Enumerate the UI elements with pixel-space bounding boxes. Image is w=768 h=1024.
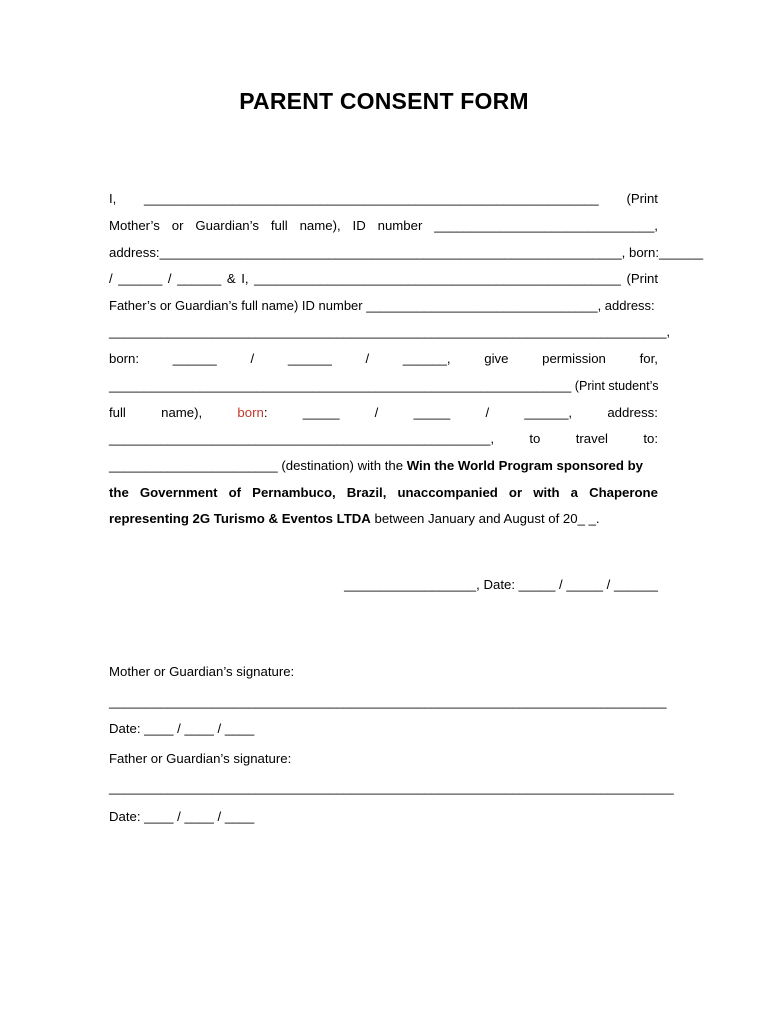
word: (Print xyxy=(626,271,658,286)
student-born-blank[interactable]: ______, xyxy=(524,405,573,420)
word: I, xyxy=(109,191,117,206)
form-line-13 xyxy=(109,510,658,528)
form-line-9 xyxy=(109,404,658,422)
mother-born-blank[interactable]: ______ xyxy=(177,271,222,286)
father-born-blank[interactable]: ______, xyxy=(402,351,451,366)
word: / xyxy=(374,405,379,420)
word: the xyxy=(109,485,129,500)
word: address: xyxy=(607,405,658,420)
word: full xyxy=(270,218,288,233)
word: born: xyxy=(109,351,140,366)
born-label xyxy=(237,404,267,422)
word: / xyxy=(250,351,255,366)
period-text: between January and August of 20_ _. xyxy=(370,511,600,526)
word: a xyxy=(570,485,578,500)
form-line-12 xyxy=(109,484,658,502)
word: / xyxy=(167,271,172,286)
form-line-10 xyxy=(109,430,658,448)
word: for, xyxy=(639,351,658,366)
form-line-3 xyxy=(109,244,704,262)
student-address-blank[interactable]: ____________________________________________________, xyxy=(109,431,495,446)
mother-date[interactable]: Date: ____ / ____ / ____ xyxy=(109,721,255,736)
father-address-blank[interactable]: ____________________________________________________________________________, xyxy=(109,324,671,339)
father-signature-label: Father or Guardian’s signature: xyxy=(109,751,292,766)
word: name), xyxy=(161,405,203,420)
form-line-2 xyxy=(109,217,658,235)
word: or xyxy=(171,218,184,233)
word: / xyxy=(109,271,113,286)
mother-id-blank[interactable]: ______________________________, xyxy=(434,218,658,233)
word: I, xyxy=(241,271,249,286)
mother-signature-label: Mother or Guardian’s signature: xyxy=(109,664,295,679)
program-name: Win the World Program sponsored by xyxy=(406,458,644,473)
father-born-blank[interactable]: ______ xyxy=(172,351,217,366)
student-name-line[interactable]: __________________________________________________________________ (Print student’s xyxy=(109,379,659,393)
word: number xyxy=(377,218,423,233)
word: travel xyxy=(575,431,608,446)
word: to: xyxy=(643,431,658,446)
mother-signature-line[interactable]: ____________________________________________________________________________ xyxy=(109,694,667,709)
born-label-red: born xyxy=(237,405,264,420)
chaperone-company: representing 2G Turismo & Eventos LTDA xyxy=(109,511,371,526)
mother-name-blank[interactable]: ______________________________________________________________ xyxy=(144,191,599,206)
word: name), xyxy=(299,218,341,233)
student-born-blank[interactable]: _____ xyxy=(413,405,451,420)
form-line-11 xyxy=(109,457,658,475)
mother-born-blank[interactable]: ______ xyxy=(118,271,163,286)
word: / xyxy=(365,351,370,366)
word: or xyxy=(508,485,523,500)
word: full xyxy=(109,405,126,420)
father-date[interactable]: Date: ____ / ____ / ____ xyxy=(109,809,255,824)
word: ID xyxy=(352,218,366,233)
signature-date-line[interactable]: __________________, Date: _____ / _____ / ______ xyxy=(344,577,658,592)
word: Chaperone xyxy=(589,485,658,500)
mother-address-blank[interactable]: _______________________________________________________________, born: xyxy=(159,245,660,260)
word: to xyxy=(529,431,541,446)
word: & xyxy=(226,271,236,286)
father-born-blank[interactable]: ______ xyxy=(287,351,332,366)
form-line-1 xyxy=(109,190,658,208)
father-name-blank[interactable]: __________________________________________________ xyxy=(254,271,621,286)
father-signature-line[interactable]: _____________________________________________________________________________ xyxy=(109,780,674,795)
word: give xyxy=(484,351,509,366)
word: permission xyxy=(542,351,606,366)
word: with xyxy=(533,485,560,500)
form-line-4 xyxy=(109,270,658,288)
word: / xyxy=(485,405,490,420)
form-title: PARENT CONSENT FORM xyxy=(239,88,529,114)
born-colon: : xyxy=(263,405,268,420)
student-born-blank[interactable]: _____ xyxy=(302,405,340,420)
word: unaccompanied xyxy=(397,485,498,500)
mother-born-blank[interactable]: ______ xyxy=(659,245,704,260)
form-line-5: Father’s or Guardian’s full name) ID number ________________________________, address: xyxy=(109,298,655,313)
word: address: xyxy=(109,245,160,260)
destination-blank[interactable]: _______________________ (destination) with the xyxy=(109,458,407,473)
word: of xyxy=(228,485,242,500)
word: Pernambuco, xyxy=(252,485,336,500)
word: (Print xyxy=(626,191,658,206)
word: Government xyxy=(139,485,218,500)
word: Mother’s xyxy=(109,218,160,233)
word: Brazil, xyxy=(346,485,387,500)
form-line-7 xyxy=(109,350,658,368)
word: Guardian’s xyxy=(195,218,259,233)
